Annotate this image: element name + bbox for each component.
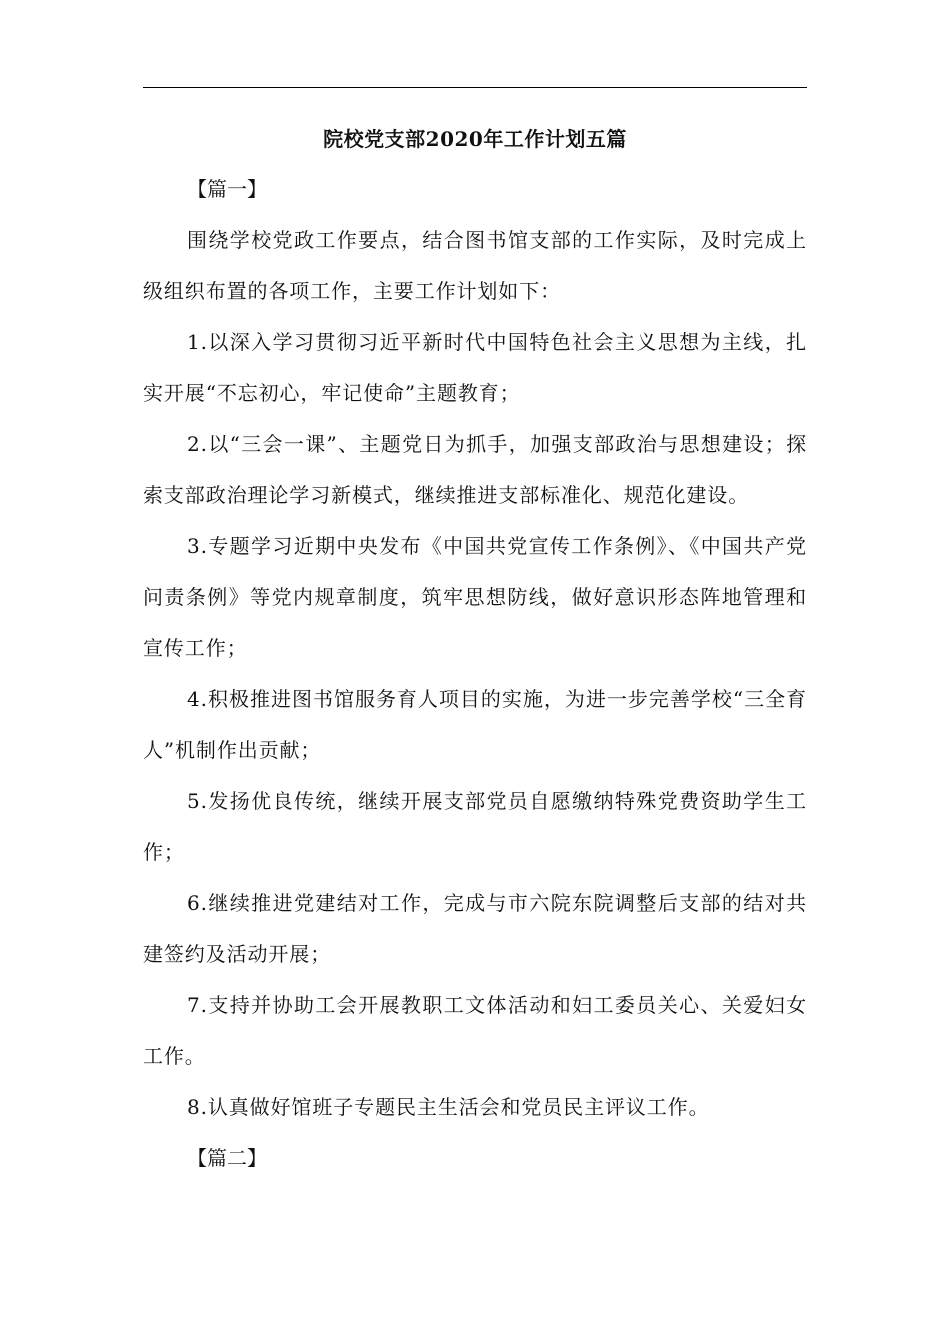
plan-item-4: 4.积极推进图书馆服务育人项目的实施，为进一步完善学校“三全育人”机制作出贡献； <box>143 687 807 762</box>
plan-item-7: 7.支持并协助工会开展教职工文体活动和妇工委员关心、关爱妇女工作。 <box>143 993 807 1068</box>
section-heading-1: 【篇一】 <box>187 177 267 201</box>
plan-item-6: 6.继续推进党建结对工作，完成与市六院东院调整后支部的结对共建签约及活动开展； <box>143 891 807 966</box>
plan-item-2: 2.以“三会一课”、主题党日为抓手，加强支部政治与思想建设；探索支部政治理论学习新模式，继续推进支部标准化、规范化建设。 <box>143 432 807 507</box>
plan-item-1: 1.以深入学习贯彻习近平新时代中国特色社会主义思想为主线，扎实开展“不忘初心，牢记使命”主题教育； <box>143 330 807 405</box>
document-title: 院校党支部2020年工作计划五篇 <box>323 127 627 151</box>
document-body <box>143 164 807 1184</box>
intro-paragraph: 围绕学校党政工作要点，结合图书馆支部的工作实际，及时完成上级组织布置的各项工作，主要工作计划如下： <box>143 228 807 303</box>
plan-item-5: 5.发扬优良传统，继续开展支部党员自愿缴纳特殊党费资助学生工作； <box>143 789 807 864</box>
plan-item-3: 3.专题学习近期中央发布《中国共党宣传工作条例》、《中国共产党问责条例》等党内规章制度，筑牢思想防线，做好意识形态阵地管理和宣传工作； <box>143 534 807 660</box>
header-rule <box>143 87 807 88</box>
plan-item-8: 8.认真做好馆班子专题民主生活会和党员民主评议工作。 <box>187 1095 710 1119</box>
section-heading-2: 【篇二】 <box>187 1146 267 1170</box>
